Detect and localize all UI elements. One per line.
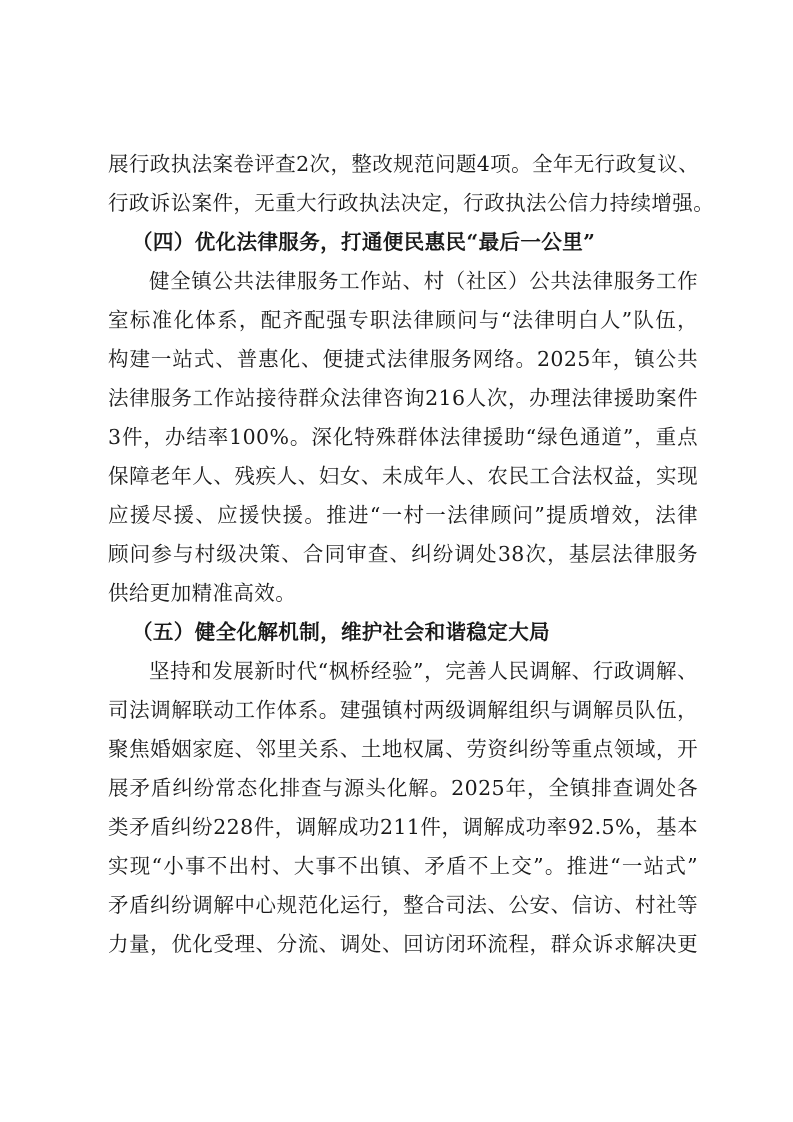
body-line: 实现“小事不出村、大事不出镇、矛盾不上交”。推进“一站式” (108, 854, 698, 878)
body-line: 顾问参与村级决策、合同审查、纠纷调处38次，基层法律服务 (108, 542, 698, 566)
body-line: 力量，优化受理、分流、调处、回访闭环流程，群众诉求解决更 (108, 932, 698, 956)
body-line: 矛盾纠纷调解中心规范化运行，整合司法、公安、信访、村社等 (108, 893, 698, 917)
body-line: 展行政执法案卷评查2次，整改规范问题4项。全年无行政复议、 (108, 152, 700, 176)
body-line: 供给更加精准高效。 (108, 581, 297, 605)
body-line: 聚焦婚姻家庭、邻里关系、土地权属、劳资纠纷等重点领域，开 (108, 737, 698, 761)
body-line: 3件，办结率100%。深化特殊群体法律援助“绿色通道”，重点 (108, 425, 698, 449)
section-heading-5: （五）健全化解机制，维护社会和谐稳定大局 (132, 620, 550, 644)
body-line: 司法调解联动工作体系。建强镇村两级调解组织与调解员队伍， (108, 698, 698, 722)
body-line: 室标准化体系，配齐配强专职法律顾问与“法律明白人”队伍， (108, 308, 698, 332)
section-heading-4: （四）优化法律服务，打通便民惠民“最后一公里” (132, 230, 596, 254)
body-line: 构建一站式、普惠化、便捷式法律服务网络。2025年，镇公共 (108, 347, 698, 371)
document-body (108, 145, 715, 964)
body-line: 行政诉讼案件，无重大行政执法决定，行政执法公信力持续增强。 (108, 191, 715, 215)
body-line: 法律服务工作站接待群众法律咨询216人次，办理法律援助案件 (108, 386, 698, 410)
body-line: 保障老年人、残疾人、妇女、未成年人、农民工合法权益，实现 (108, 464, 698, 488)
body-line: 应援尽援、应援快援。推进“一村一法律顾问”提质增效，法律 (108, 503, 698, 527)
body-line: 展矛盾纠纷常态化排查与源头化解。2025年，全镇排查调处各 (108, 776, 698, 800)
body-line: 健全镇公共法律服务工作站、村（社区）公共法律服务工作 (149, 269, 698, 293)
body-line: 类矛盾纠纷228件，调解成功211件，调解成功率92.5%，基本 (108, 815, 698, 839)
body-line: 坚持和发展新时代“枫桥经验”，完善人民调解、行政调解、 (149, 659, 698, 683)
